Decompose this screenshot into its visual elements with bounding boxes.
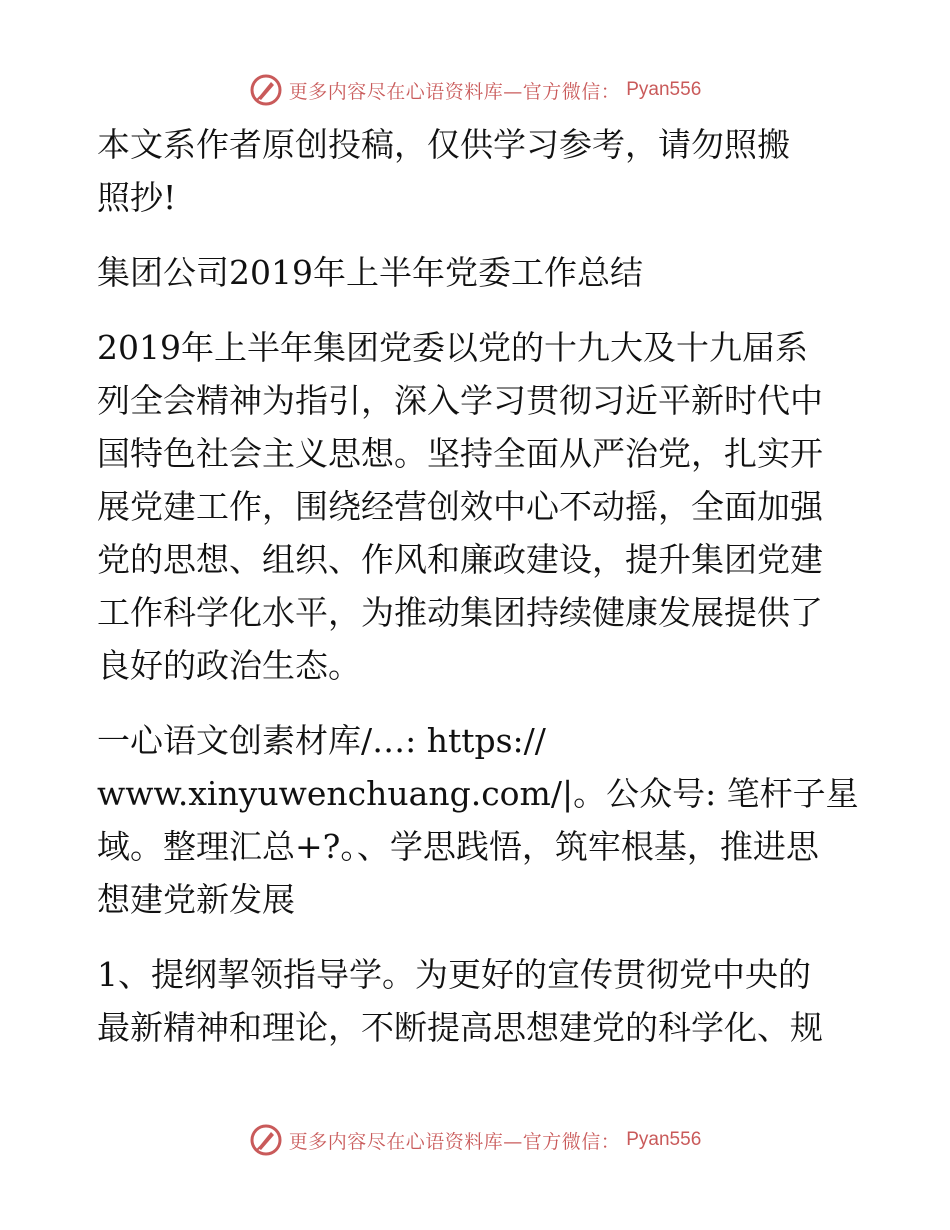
paragraph-intro (97, 321, 857, 692)
text-line: www.xinyuwenchuang.com/|。公众号: 笔杆子星 (97, 774, 859, 813)
watermark-text: 更多内容尽在心语资料库—官方微信： (288, 1130, 621, 1153)
document-body (97, 118, 857, 1076)
text-line: 列全会精神为指引，深入学习贯彻习近平新时代中 (97, 381, 823, 420)
text-line: 国特色社会主义思想。坚持全面从严治党，扎实开 (97, 434, 823, 473)
text-line: 党的思想、组织、作风和廉政建设，提升集团党建 (97, 540, 823, 579)
text-line: 工作科学化水平，为推动集团持续健康发展提供了 (97, 593, 823, 632)
text-line: 想建党新发展 (97, 880, 295, 919)
watermark-wechat-id: Pyan556 (626, 79, 702, 100)
text-line: 良好的政治生态。 (97, 646, 361, 685)
footer-watermark (0, 1120, 950, 1160)
header-watermark (0, 70, 950, 110)
paragraph-item-1 (97, 948, 857, 1054)
watermark-group (249, 73, 702, 107)
text-line: 本文系作者原创投稿，仅供学习参考，请勿照搬 (97, 125, 790, 164)
text-line: 展党建工作，围绕经营创效中心不动摇，全面加强 (97, 487, 823, 526)
quill-logo-icon (249, 73, 283, 107)
paragraph-section-heading (97, 714, 857, 926)
watermark-group (249, 1123, 702, 1157)
text-line: 一心语文创素材库/…: https:// (97, 721, 546, 760)
quill-logo-icon (249, 1123, 283, 1157)
paragraph-disclaimer (97, 118, 857, 224)
text-line: 域。整理汇总+?。、学思践悟，筑牢根基，推进思 (97, 827, 819, 866)
text-line: 最新精神和理论，不断提高思想建党的科学化、规 (97, 1008, 823, 1047)
watermark-wechat-id: Pyan556 (626, 1129, 702, 1150)
text-line: 1、提纲挈领指导学。为更好的宣传贯彻党中央的 (97, 955, 811, 994)
text-line: 2019年上半年集团党委以党的十九大及十九届系 (97, 328, 808, 367)
paragraph-title (97, 246, 857, 299)
text-line: 照抄! (97, 178, 177, 217)
document-title: 集团公司2019年上半年党委工作总结 (97, 253, 643, 292)
watermark-text: 更多内容尽在心语资料库—官方微信： (288, 80, 621, 103)
